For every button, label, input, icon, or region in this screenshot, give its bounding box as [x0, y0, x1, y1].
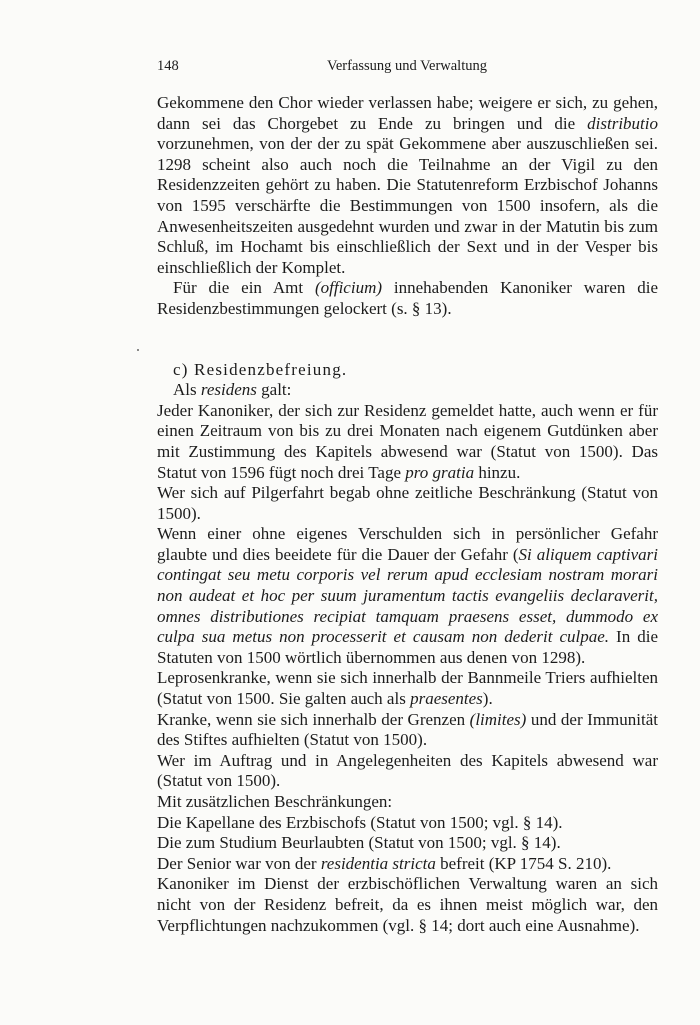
- italic-term: residens: [200, 380, 257, 400]
- text-run: hinzu.: [474, 462, 521, 482]
- text-run: Mit zusätzlichen Beschränkungen:: [157, 792, 393, 811]
- list-item: [157, 524, 658, 668]
- section-heading: c) Residenzbefreiung.: [173, 359, 348, 379]
- text-run: Der Senior war von der: [157, 853, 321, 873]
- text-run: Wer im Auftrag und in Angelegenheiten des Kapitels abwesend war (Statut von 1500).: [157, 750, 658, 791]
- italic-term: residentia stricta: [320, 853, 436, 873]
- list-item: [157, 401, 658, 483]
- paragraph-officium: [157, 278, 658, 319]
- text-run: befreit (KP 1754 S. 210).: [435, 853, 612, 873]
- text-run: Als: [173, 380, 201, 400]
- list-item: [157, 668, 658, 709]
- italic-term: praesentes: [410, 689, 483, 709]
- text-run: Für die ein Amt: [173, 278, 315, 298]
- list-item: [157, 483, 658, 524]
- list-item: [157, 813, 658, 834]
- italic-term: (officium): [314, 278, 383, 298]
- running-title: Verfassung und Verwaltung: [326, 58, 487, 74]
- list-item: [157, 833, 658, 854]
- text-run: Leprosenkranke, wenn sie sich innerhalb der Bannmeile Triers aufhielten (Statut von 1500. Sie galten auch als: [157, 668, 658, 709]
- text-run: Die zum Studium Beurlaubten (Statut von 1500; vgl. § 14).: [157, 833, 561, 853]
- paragraph-intro: [157, 380, 658, 401]
- text-run: Kanoniker im Dienst der erzbischöflichen Verwaltung waren an sich nicht von der Residenz befreit, da es ihnen meist möglich war, den Verpflichtungen nachzukommen (vgl. § 14; dort auch eine Ausnahme).: [157, 874, 658, 935]
- text-run: Die Kapellane des Erzbischofs (Statut von 1500; vgl. § 14).: [157, 812, 563, 832]
- list-item: [157, 710, 658, 751]
- page-header: [157, 58, 657, 80]
- text-run: In die Statuten von 1500 wörtlich übernommen aus denen von 1298).: [157, 627, 658, 667]
- text-run: und der Immunität des Stiftes aufhielten (Statut von 1500).: [157, 709, 658, 750]
- paragraph-continuation: [157, 93, 658, 278]
- body-text: [157, 93, 658, 936]
- list-item: [157, 751, 658, 792]
- text-run: vorzunehmen, von der der zu spät Gekommene aber auszuschließen sei. 1298 scheint also auch noch die Teilnahme an der Vigil zu den Residenzzeiten gehört zu haben. Die Statutenreform Erzbischof Johanns von 1595 verschärfte die Bestimmungen von 1500 insofern, als die Anwesenheitszeiten ausgedehnt wurden und zwar in der Matutin bis zum Schluß, im Hochamt bis einschließlich der Sext und in der Vesper bis einschließlich der Komplet.: [157, 134, 658, 277]
- text-run: innehabenden Kanoniker waren die Residenzbestimmungen gelockert (s. § 13).: [157, 278, 658, 318]
- list-item: [157, 874, 658, 936]
- text-run: Wenn einer ohne eigenes Verschulden sich in persönlicher Gefahr glaubte und dies beeidete für die Dauer der Gefahr (: [157, 524, 658, 564]
- text-run: Kranke, wenn sie sich innerhalb der Grenzen: [157, 709, 470, 729]
- italic-term: (limites): [469, 709, 527, 729]
- list-item: [157, 792, 658, 813]
- text-run: galt:: [256, 380, 292, 400]
- margin-mark: [137, 349, 139, 351]
- text-run: ).: [482, 689, 493, 709]
- list-item: [157, 854, 658, 875]
- text-run: Jeder Kanoniker, der sich zur Residenz gemeldet hatte, auch wenn er für einen Zeitraum von bis zu drei Monaten nach eigenem Gutdünken aber mit Zustimmung des Kapitels abwesend war (Statut von 1500). Das Statut von 1596 fügt noch drei Tage: [157, 400, 658, 482]
- section-spacer: [157, 320, 658, 360]
- page-number: 148: [157, 58, 179, 74]
- latin-quotation: Si aliquem captivari contingat seu metu corporis vel rerum apud ecclesiam nostram morari non audeat et hoc per suum juramentum tactis evangeliis declaraverit, omnes distributiones recipiat tamquam praesens esset, dummodo ex culpa sua metus non processerit et causam non dederit culpae.: [157, 544, 658, 647]
- text-run: Gekommene den Chor wieder verlassen habe; weigere er sich, zu gehen, dann sei das Chorgebet zu Ende zu bringen und die: [157, 93, 658, 133]
- text-run: Wer sich auf Pilgerfahrt begab ohne zeitliche Beschränkung (Statut von 1500).: [157, 483, 658, 523]
- italic-term: distributio: [587, 113, 658, 133]
- italic-term: pro gratia: [405, 462, 475, 482]
